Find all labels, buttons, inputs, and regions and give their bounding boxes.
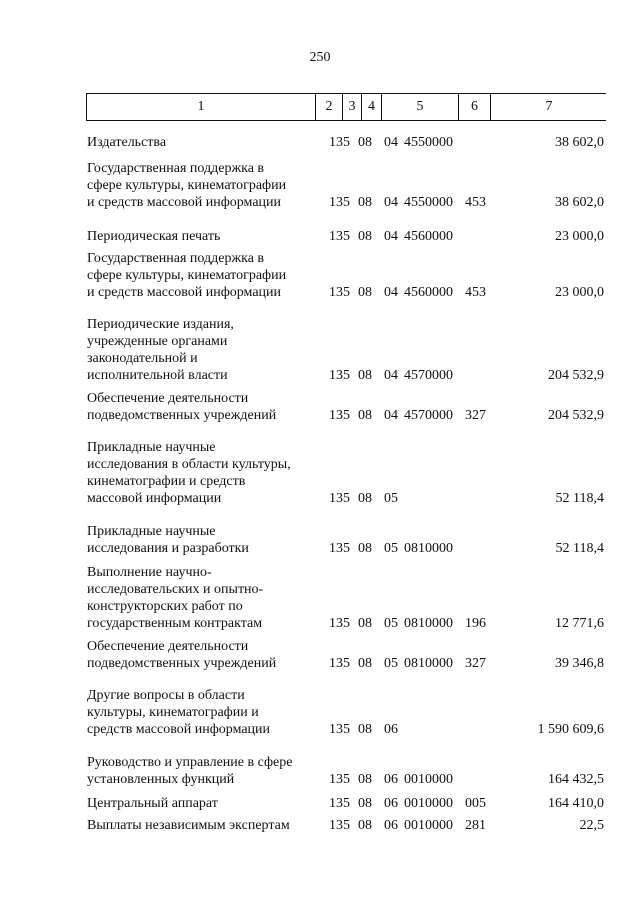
row-amount: 1 590 609,6 — [537, 722, 604, 737]
row-code-3: 08 — [358, 491, 372, 506]
row-code-2: 135 — [329, 541, 350, 556]
table-row — [0, 156, 640, 211]
row-code-2: 135 — [329, 796, 350, 811]
row-code-3: 08 — [358, 541, 372, 556]
table-row — [0, 312, 640, 384]
row-code-4: 04 — [384, 195, 398, 210]
row-amount: 23 000,0 — [555, 229, 604, 244]
row-code-4: 06 — [384, 796, 398, 811]
row-code-5: 4570000 — [404, 408, 453, 423]
row-code-6: 453 — [465, 195, 486, 210]
row-name: Другие вопросы в области культуры, кинематографии и средств массовой информации — [87, 688, 271, 737]
table-header — [86, 93, 606, 121]
row-code-4: 06 — [384, 722, 398, 737]
row-amount: 22,5 — [579, 818, 604, 833]
table-row — [0, 519, 640, 557]
table-row — [0, 750, 640, 788]
page-number: 250 — [309, 50, 331, 65]
row-name: Издательства — [87, 135, 167, 150]
row-amount: 38 602,0 — [555, 195, 604, 210]
row-code-2: 135 — [329, 135, 350, 150]
row-code-4: 04 — [384, 285, 398, 300]
row-code-3: 08 — [358, 656, 372, 671]
table-row — [0, 560, 640, 632]
row-amount: 12 771,6 — [555, 616, 604, 631]
table-row — [0, 246, 640, 301]
row-code-3: 08 — [358, 818, 372, 833]
header-col-6: 6 — [458, 94, 490, 120]
row-code-6: 453 — [465, 285, 486, 300]
row-code-6: 327 — [465, 656, 486, 671]
row-code-2: 135 — [329, 368, 350, 383]
row-code-4: 06 — [384, 818, 398, 833]
row-code-4: 05 — [384, 656, 398, 671]
row-code-3: 08 — [358, 135, 372, 150]
row-name: Выполнение научно- исследовательских и опытно- конструкторских работ по государственным контрактам — [87, 565, 264, 631]
row-name: Руководство и управление в сфере установленных функций — [87, 755, 293, 787]
row-code-3: 08 — [358, 229, 372, 244]
table-row — [0, 683, 640, 738]
row-code-2: 135 — [329, 491, 350, 506]
row-code-6: 327 — [465, 408, 486, 423]
table-row — [0, 222, 640, 245]
row-code-4: 04 — [384, 135, 398, 150]
row-code-2: 135 — [329, 285, 350, 300]
table-row — [0, 634, 640, 672]
row-amount: 52 118,4 — [555, 491, 604, 506]
row-code-5: 0010000 — [404, 796, 453, 811]
row-amount: 52 118,4 — [555, 541, 604, 556]
row-code-2: 135 — [329, 656, 350, 671]
table-row — [0, 814, 640, 834]
row-code-4: 04 — [384, 368, 398, 383]
row-code-5: 4570000 — [404, 368, 453, 383]
row-name: Государственная поддержка в сфере культуры, кинематографии и средств массовой информации — [87, 251, 287, 300]
row-code-2: 135 — [329, 818, 350, 833]
row-code-2: 135 — [329, 616, 350, 631]
row-amount: 38 602,0 — [555, 135, 604, 150]
row-code-3: 08 — [358, 772, 372, 787]
row-code-2: 135 — [329, 772, 350, 787]
row-name: Обеспечение деятельности подведомственных учреждений — [87, 639, 277, 671]
row-code-5: 4560000 — [404, 285, 453, 300]
row-name: Прикладные научные исследования и разработки — [87, 524, 249, 556]
row-code-5: 4550000 — [404, 195, 453, 210]
row-code-6: 196 — [465, 616, 486, 631]
row-code-5: 0010000 — [404, 818, 453, 833]
row-amount: 23 000,0 — [555, 285, 604, 300]
row-code-4: 04 — [384, 229, 398, 244]
row-amount: 204 532,9 — [548, 408, 604, 423]
table-row — [0, 435, 640, 507]
row-name: Периодическая печать — [87, 229, 221, 244]
row-code-3: 08 — [358, 195, 372, 210]
row-name: Прикладные научные исследования в области культуры, кинематографии и средств массовой информации — [87, 440, 291, 506]
header-col-7: 7 — [490, 94, 607, 120]
table-row — [0, 131, 640, 151]
row-code-4: 04 — [384, 408, 398, 423]
row-name: Центральный аппарат — [87, 796, 218, 811]
row-code-5: 4550000 — [404, 135, 453, 150]
row-name: Периодические издания, учрежденные органами законодательной и исполнительной власти — [87, 317, 234, 383]
row-amount: 204 532,9 — [548, 368, 604, 383]
header-col-5: 5 — [381, 94, 458, 120]
row-code-5: 0810000 — [404, 656, 453, 671]
row-code-2: 135 — [329, 722, 350, 737]
row-code-2: 135 — [329, 195, 350, 210]
row-code-3: 08 — [358, 722, 372, 737]
row-code-4: 05 — [384, 616, 398, 631]
row-amount: 39 346,8 — [555, 656, 604, 671]
row-code-2: 135 — [329, 408, 350, 423]
row-code-5: 4560000 — [404, 229, 453, 244]
row-amount: 164 432,5 — [548, 772, 604, 787]
row-code-3: 08 — [358, 368, 372, 383]
row-code-6: 281 — [465, 818, 486, 833]
row-amount: 164 410,0 — [548, 796, 604, 811]
row-code-3: 08 — [358, 408, 372, 423]
row-name: Выплаты независимым экспертам — [87, 818, 290, 833]
header-col-2: 2 — [315, 94, 342, 120]
row-code-5: 0810000 — [404, 541, 453, 556]
header-col-3: 3 — [342, 94, 361, 120]
row-code-3: 08 — [358, 796, 372, 811]
row-code-4: 05 — [384, 491, 398, 506]
row-code-4: 06 — [384, 772, 398, 787]
row-code-5: 0010000 — [404, 772, 453, 787]
header-col-4: 4 — [361, 94, 381, 120]
row-code-3: 08 — [358, 285, 372, 300]
table-row — [0, 792, 640, 812]
row-code-2: 135 — [329, 229, 350, 244]
row-name: Обеспечение деятельности подведомственных учреждений — [87, 391, 277, 423]
row-name: Государственная поддержка в сфере культуры, кинематографии и средств массовой информации — [87, 161, 287, 210]
row-code-5: 0810000 — [404, 616, 453, 631]
row-code-4: 05 — [384, 541, 398, 556]
table-row — [0, 386, 640, 424]
row-code-3: 08 — [358, 616, 372, 631]
row-code-6: 005 — [465, 796, 486, 811]
header-col-1: 1 — [197, 99, 205, 114]
